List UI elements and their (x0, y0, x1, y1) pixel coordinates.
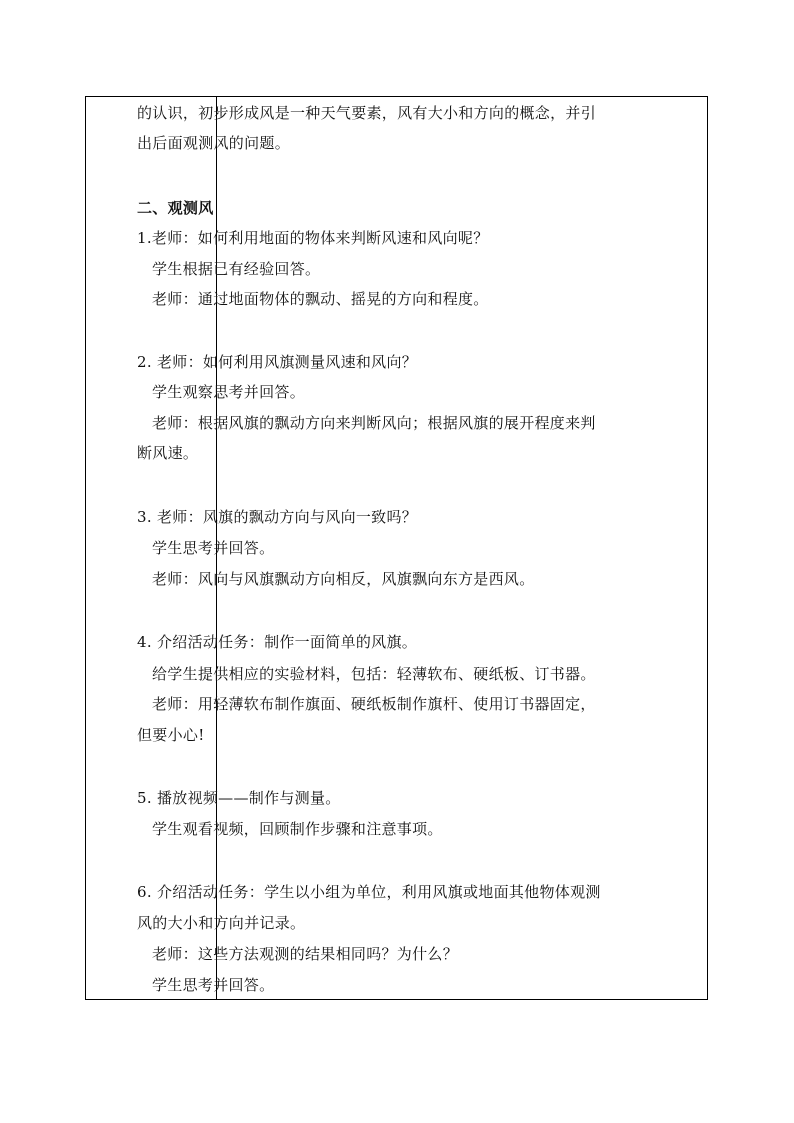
text-line: 学生根据已有经验回答。 (152, 260, 321, 278)
text-line: 老师：这些方法观测的结果相同吗？为什么？ (152, 945, 459, 963)
text-line: 的认识，初步形成风是一种天气要素，风有大小和方向的概念，并引 (137, 104, 597, 122)
section-heading: 二、观测风 (137, 199, 214, 217)
text-line: 给学生提供相应的实验材料，包括：轻薄软布、硬纸板、订书器。 (152, 665, 596, 683)
text-line: 1.老师：如何利用地面的物体来判断风速和风向呢？ (137, 229, 489, 247)
text-line: 断风速。 (137, 444, 199, 462)
text-line: 老师：根据风旗的飘动方向来判断风向；根据风旗的展开程度来判 (152, 414, 596, 432)
text-line: 老师：通过地面物体的飘动、摇晃的方向和程度。 (152, 290, 489, 308)
text-line: 老师：用轻薄软布制作旗面、硬纸板制作旗杆、使用订书器固定， (152, 695, 596, 713)
text-line: 出后面观测风的问题。 (137, 134, 291, 152)
text-line: 学生思考并回答。 (152, 976, 275, 994)
text-line: 学生观察思考并回答。 (152, 383, 306, 401)
text-line: 5. 播放视频——制作与测量。 (137, 789, 341, 807)
text-line: 4. 介绍活动任务：制作一面简单的风旗。 (137, 633, 418, 651)
text-line: 2. 老师：如何利用风旗测量风速和风向？ (137, 353, 418, 371)
text-line: 3. 老师：风旗的飘动方向与风向一致吗？ (137, 508, 418, 526)
text-line: 学生思考并回答。 (152, 539, 275, 557)
text-line: 但要小心! (137, 726, 205, 744)
text-line: 学生观看视频，回顾制作步骤和注意事项。 (152, 820, 443, 838)
text-line: 6. 介绍活动任务：学生以小组为单位，利用风旗或地面其他物体观测 (137, 883, 601, 901)
text-line: 老师：风向与风旗飘动方向相反，风旗飘向东方是西风。 (152, 570, 535, 588)
text-line: 风的大小和方向并记录。 (137, 914, 306, 932)
